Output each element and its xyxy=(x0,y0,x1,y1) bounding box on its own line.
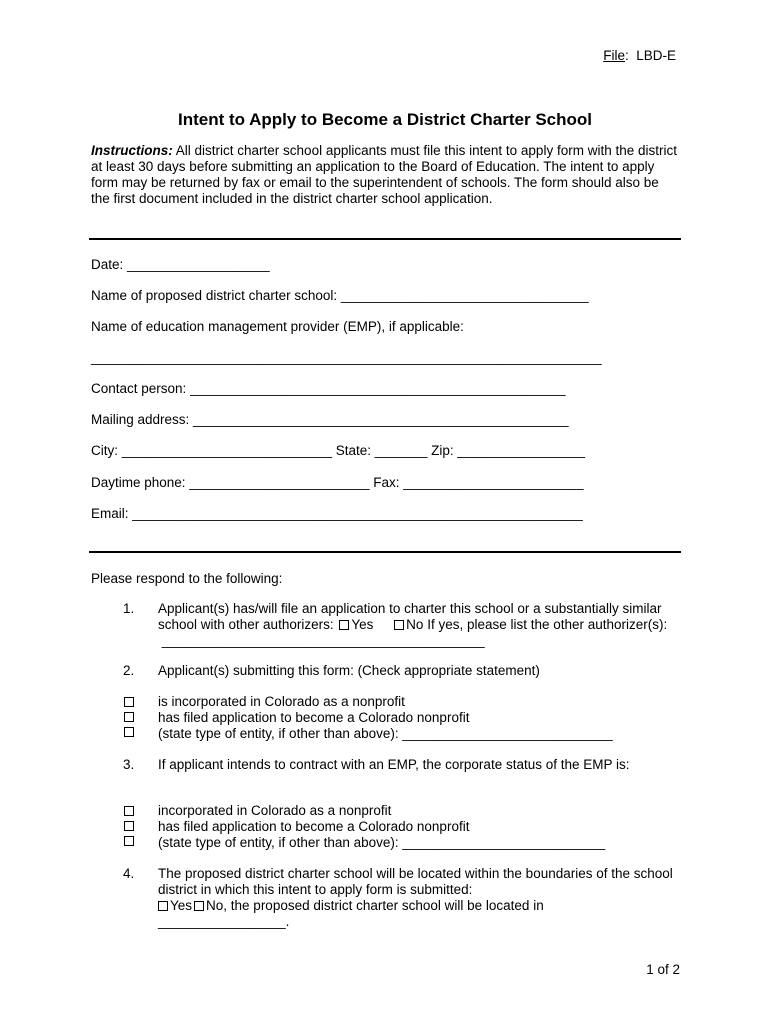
file-label: File xyxy=(603,48,625,63)
instructions xyxy=(91,143,681,207)
date-row xyxy=(91,257,270,272)
q2-opt1-checkbox[interactable] xyxy=(124,697,134,707)
q4-question: The proposed district charter school will be located within the boundaries of the school district in which this intent to apply form is submitted: xyxy=(158,866,673,897)
zip-label: Zip: xyxy=(431,443,454,458)
phone-field[interactable]: ________________________ xyxy=(185,475,374,490)
city-field[interactable]: ____________________________ xyxy=(118,443,336,458)
zip-field[interactable]: _________________ xyxy=(453,443,585,458)
date-field[interactable]: ___________________ xyxy=(123,257,270,272)
form-title: Intent to Apply to Become a District Charter School xyxy=(177,110,593,129)
q3-opt3-label: (state type of entity, if other than above): xyxy=(158,835,399,850)
fax-field[interactable]: ________________________ xyxy=(399,475,584,490)
instructions-text: All district charter school applicants must file this intent to apply form with the district at least 30 days before submitting an application to the Board of Education. The intent to apply form may be returned by fax or email to the superintendent of schools. The form should also be the first document included in the district charter school application. xyxy=(91,143,677,206)
email-label: Email: xyxy=(91,506,129,521)
emp-label: Name of education management provider (EMP), if applicable: xyxy=(91,319,464,334)
page-number: 1 of 2 xyxy=(646,962,680,977)
q1-number: 1. xyxy=(123,601,135,616)
q2-opt2-label: has filed application to become a Colorado nonprofit xyxy=(158,710,470,725)
emp-row xyxy=(91,319,464,334)
q1-no-checkbox[interactable] xyxy=(394,620,404,630)
mailing-field[interactable]: __________________________________________________ xyxy=(189,412,569,427)
q1-no-label: No xyxy=(406,617,424,632)
file-separator: : xyxy=(624,48,637,63)
q3-checkbox-column xyxy=(124,803,138,851)
q3-opt1-checkbox[interactable] xyxy=(124,806,134,816)
q1-yes-label: Yes xyxy=(351,617,374,632)
q2-opt1-label: is incorporated in Colorado as a nonprofit xyxy=(158,694,405,709)
q4-no-checkbox[interactable] xyxy=(194,901,204,911)
mailing-row xyxy=(91,412,568,427)
state-label: State: xyxy=(335,443,372,458)
school-name-row xyxy=(91,288,589,303)
contact-field[interactable]: __________________________________________________ xyxy=(186,381,566,396)
q4-no-label: No, the proposed district charter school will be located in xyxy=(206,898,544,913)
divider-top xyxy=(89,238,681,240)
q2-number: 2. xyxy=(123,663,135,678)
city-label: City: xyxy=(91,443,118,458)
state-field[interactable]: _______ xyxy=(371,443,432,458)
fax-label: Fax: xyxy=(373,475,400,490)
q3-opt1-label: incorporated in Colorado as a nonprofit xyxy=(158,803,392,818)
file-code xyxy=(603,48,676,63)
instructions-lead: Instructions: xyxy=(91,143,173,158)
q1-text-a: Applicant(s) has/will file an application to charter this school or a substantially similar school with other authorizers: xyxy=(158,601,662,632)
q3-opt2-label: has filed application to become a Colorado nonprofit xyxy=(158,819,470,834)
phone-fax-row xyxy=(91,475,583,490)
emp-field[interactable]: ____________________________________________________________________ xyxy=(91,350,602,365)
q2-text: Applicant(s) submitting this form: (Check appropriate statement) xyxy=(158,663,540,678)
q3-opt2-checkbox[interactable] xyxy=(124,821,134,831)
q2-opt3-label: (state type of entity, if other than above): xyxy=(158,726,399,741)
q4-number: 4. xyxy=(123,866,135,881)
q3-entity-field[interactable]: ___________________________ xyxy=(398,835,606,850)
email-row xyxy=(91,506,583,521)
q4-yes-label: Yes xyxy=(170,898,193,913)
school-name-field[interactable]: _________________________________ xyxy=(337,288,589,303)
q2-opt2-checkbox[interactable] xyxy=(124,712,134,722)
q3-options xyxy=(158,803,678,851)
file-code-value: LBD-E xyxy=(636,48,676,63)
respond-intro: Please respond to the following: xyxy=(91,571,283,586)
contact-label: Contact person: xyxy=(91,381,187,396)
q3-number: 3. xyxy=(123,757,135,772)
q3-opt3-checkbox[interactable] xyxy=(124,836,134,846)
city-state-zip-row xyxy=(91,443,585,458)
phone-label: Daytime phone: xyxy=(91,475,186,490)
email-field[interactable]: ____________________________________________________________ xyxy=(128,506,583,521)
q3-opt3-row xyxy=(158,835,678,851)
q4-answer-row xyxy=(158,898,678,914)
school-name-label: Name of proposed district charter school: xyxy=(91,288,338,303)
q2-opt3-checkbox[interactable] xyxy=(124,727,134,737)
divider-bottom xyxy=(89,551,681,553)
mailing-label: Mailing address: xyxy=(91,412,190,427)
q1-text-b: If yes, please list the other authorizer(s): xyxy=(427,617,668,632)
q4-text xyxy=(158,866,678,930)
q2-checkbox-column xyxy=(124,694,138,742)
q2-opt3-row xyxy=(158,726,678,742)
q1-authorizers-field[interactable]: ___________________________________________ xyxy=(158,633,485,648)
q1-text xyxy=(158,601,678,649)
date-label: Date: xyxy=(91,257,124,272)
q1-yes-checkbox[interactable] xyxy=(339,620,349,630)
q4-yes-checkbox[interactable] xyxy=(158,901,168,911)
contact-row xyxy=(91,381,565,396)
q3-text: If applicant intends to contract with an EMP, the corporate status of the EMP is: xyxy=(158,757,630,772)
q2-options xyxy=(158,694,678,742)
q4-location-field[interactable]: _________________. xyxy=(158,914,290,929)
q2-entity-field[interactable]: ____________________________ xyxy=(398,726,613,741)
